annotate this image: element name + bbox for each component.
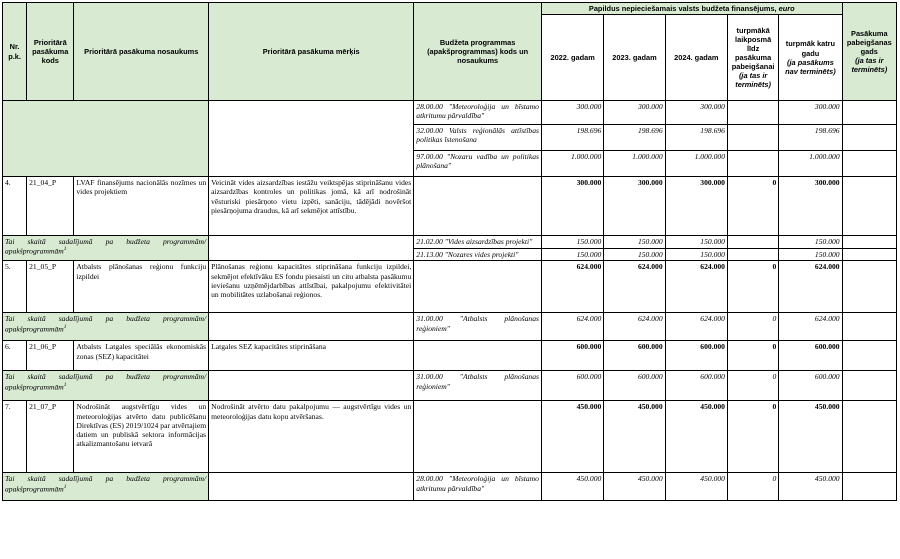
table-row [3,101,897,125]
y2024-cell: 600.000 [665,371,727,401]
program-cell: 28.00.00 "Meteoroloģija un bīstamo atkritumu pārvaldība" [414,101,542,125]
end-year-cell [842,101,896,125]
subtotal-footnote-mark: 1 [63,483,67,490]
header-annually [779,15,842,101]
header-until-end-note: (ja tas ir terminēts) [735,71,771,90]
code-cell: 21_05_P [27,261,74,313]
y2023-cell: 600.000 [604,371,665,401]
header-name: Prioritārā pasākuma nosaukums [74,3,209,101]
end-year-cell [842,261,896,313]
y2022-cell: 600.000 [541,371,603,401]
nr-cell: 4. [3,177,27,236]
subtotal-label [3,473,209,501]
goal-cell [209,473,414,501]
goal-cell [209,236,414,261]
y2024-cell: 198.696 [665,125,727,151]
subtotal-label-text: Tai skaitā sadalījumā pa budžeta programmām/ apakšprogrammām [5,314,207,334]
goal-cell: Nodrošināt atvērto datu pakalpojumu — augstvērtīgu vides un meteoroloģijas datu kopu atvēršanas. [209,401,414,473]
y2022-cell: 450.000 [541,473,603,501]
goal-cell: Veicināt vides aizsardzības iestāžu veiktspējas stiprināšanu vides aizsardzības kontroles un politikas jomā, kā arī nodrošināt vēsturiski piesārņoto vietu izpēti, sanāciju, tādējādi novēršot piesārņojuma draudus, kā arī sekmējot attīstību. [209,177,414,236]
header-until-end [727,15,778,101]
header-y2023: 2023. gadam [604,15,665,101]
until-end-cell [727,151,778,177]
y2023-cell: 150.000 [604,236,665,249]
name-cell: Atbalsts Latgales speciālās ekonomiskās zonas (SEZ) kapacitātei [74,341,209,371]
header-y2024: 2024. gadam [665,15,727,101]
subtotal-label-text: Tai skaitā sadalījumā pa budžeta programmām/ apakšprogrammām [5,237,207,256]
y2022-cell: 624.000 [541,261,603,313]
y2024-cell: 450.000 [665,401,727,473]
subtotal-footnote-mark: 1 [63,381,67,388]
table-row [3,371,897,401]
subtotal-label-text: Tai skaitā sadalījumā pa budžeta programmām/ apakšprogrammām [5,474,207,494]
program-cell: 32.00.00 Valsts reģionālās attīstības politikas īstenošana [414,125,542,151]
name-cell: LVAF finansējums nacionālās nozīmes un vides projektiem [74,177,209,236]
program-cell: 21.02.00 "Vides aizsardzības projekti" [414,236,542,249]
y2023-cell: 450.000 [604,473,665,501]
subtotal-footnote-mark: 1 [63,323,67,330]
program-cell: 21.13.00 "Nozares vides projekti" [414,249,542,261]
y2023-cell: 600.000 [604,341,665,371]
end-year-cell [842,125,896,151]
y2022-cell: 600.000 [541,341,603,371]
header-annually-note: (ja pasākums nav terminēts) [785,57,836,76]
annually-cell: 300.000 [779,101,842,125]
header-funding-label: Papildus nepieciešamais valsts budžeta finansējums, [588,4,779,13]
y2022-cell: 198.696 [541,125,603,151]
until-end-cell [727,249,778,261]
nr-cell: 5. [3,261,27,313]
annually-cell: 600.000 [779,341,842,371]
header-y2022: 2022. gadam [541,15,603,101]
header-nr: Nr. p.k. [3,3,27,101]
annually-cell: 450.000 [779,473,842,501]
y2023-cell: 1.000.000 [604,151,665,177]
y2024-cell: 600.000 [665,341,727,371]
y2023-cell: 300.000 [604,177,665,236]
subtotal-label [3,371,209,401]
until-end-cell: 0 [727,261,778,313]
end-year-cell [842,401,896,473]
y2023-cell: 624.000 [604,313,665,341]
program-cell [414,177,542,236]
table-row [3,473,897,501]
continuation-goal-cell [209,101,414,177]
y2023-cell: 300.000 [604,101,665,125]
y2022-cell: 300.000 [541,101,603,125]
header-end-year [842,3,896,101]
header-goal: Prioritārā pasākuma mērķis [209,3,414,101]
header-end-year-label: Pasākuma pabeigšanas gads [846,28,892,56]
y2023-cell: 624.000 [604,261,665,313]
annually-cell: 150.000 [779,236,842,249]
until-end-cell: 0 [727,371,778,401]
until-end-cell: 0 [727,473,778,501]
header-until-end-label: turpmākā laikposmā līdz pasākuma pabeigšanai [731,25,775,72]
y2024-cell: 300.000 [665,177,727,236]
y2024-cell: 450.000 [665,473,727,501]
annually-cell: 300.000 [779,177,842,236]
nr-cell: 7. [3,401,27,473]
until-end-cell: 0 [727,177,778,236]
header-code: Prioritārā pasākuma kods [27,3,74,101]
y2024-cell: 150.000 [665,249,727,261]
program-cell [414,341,542,371]
y2022-cell: 150.000 [541,249,603,261]
continuation-label-cell [3,101,209,177]
annually-cell: 624.000 [779,261,842,313]
table-row [3,236,897,249]
y2024-cell: 150.000 [665,236,727,249]
table-row [3,177,897,236]
end-year-cell [842,249,896,261]
goal-cell: Plānošanas reģionu kapacitātes stiprināšana funkciju izpildei, sekmējot efektīvāku ES fondu piesaisti un citu atbalsta pasākumu ieviešanu uzņēmējdarbības attīstībai, pakalpojumu efektivitātei un mobilitātes uzlabošanai reģionos. [209,261,414,313]
annually-cell: 150.000 [779,249,842,261]
header-funding-unit: euro [778,4,795,13]
until-end-cell: 0 [727,341,778,371]
name-cell: Nodrošināt augstvērtīgu vides un meteoroloģijas atvērto datu publicēšanu Direktīvas (ES) 2019/1024 par atvērtajiem datiem un publiskā sektora informācijas atkalizmantošanu ietvarā [74,401,209,473]
y2022-cell: 1.000.000 [541,151,603,177]
y2022-cell: 150.000 [541,236,603,249]
header-program: Budžeta programmas (apakšprogrammas) kods un nosaukums [414,3,542,101]
y2024-cell: 1.000.000 [665,151,727,177]
header-annually-label: turpmāk katru gadu [785,39,836,58]
code-cell: 21_04_P [27,177,74,236]
annually-cell: 600.000 [779,371,842,401]
nr-cell: 6. [3,341,27,371]
end-year-cell [842,371,896,401]
y2023-cell: 450.000 [604,401,665,473]
end-year-cell [842,236,896,249]
end-year-cell [842,341,896,371]
annually-cell: 198.696 [779,125,842,151]
program-cell: 97.00.00 "Nozaru vadība un politikas plānošana" [414,151,542,177]
header-row-top [3,3,897,15]
goal-cell [209,371,414,401]
table-row [3,401,897,473]
annually-cell: 624.000 [779,313,842,341]
end-year-cell [842,473,896,501]
goal-cell [209,313,414,341]
table-row [3,313,897,341]
y2022-cell: 624.000 [541,313,603,341]
annually-cell: 450.000 [779,401,842,473]
y2024-cell: 624.000 [665,261,727,313]
subtotal-label-text: Tai skaitā sadalījumā pa budžeta programmām/ apakšprogrammām [5,372,207,392]
header-end-year-note: (ja tas ir terminēts) [851,56,888,75]
y2024-cell: 624.000 [665,313,727,341]
y2023-cell: 198.696 [604,125,665,151]
until-end-cell: 0 [727,401,778,473]
end-year-cell [842,177,896,236]
goal-cell: Latgales SEZ kapacitātes stiprināšana [209,341,414,371]
program-cell: 28.00.00 "Meteoroloģija un bīstamo atkritumu pārvaldība" [414,473,542,501]
until-end-cell [727,236,778,249]
subtotal-label [3,313,209,341]
header-funding [541,3,842,15]
budget-priority-measures-table [2,2,897,501]
y2022-cell: 450.000 [541,401,603,473]
y2024-cell: 300.000 [665,101,727,125]
end-year-cell [842,151,896,177]
program-cell: 31.00.00 "Atbalsts plānošanas reģioniem" [414,313,542,341]
until-end-cell [727,101,778,125]
annually-cell: 1.000.000 [779,151,842,177]
until-end-cell: 0 [727,313,778,341]
code-cell: 21_06_P [27,341,74,371]
code-cell: 21_07_P [27,401,74,473]
subtotal-footnote-mark: 1 [63,246,67,253]
y2022-cell: 300.000 [541,177,603,236]
subtotal-label [3,236,209,261]
table-row [3,341,897,371]
program-cell [414,261,542,313]
until-end-cell [727,125,778,151]
table-row [3,261,897,313]
program-cell [414,401,542,473]
name-cell: Atbalsts plānošanas reģionu funkciju izpildei [74,261,209,313]
y2023-cell: 150.000 [604,249,665,261]
end-year-cell [842,313,896,341]
program-cell: 31.00.00 "Atbalsts plānošanas reģioniem" [414,371,542,401]
